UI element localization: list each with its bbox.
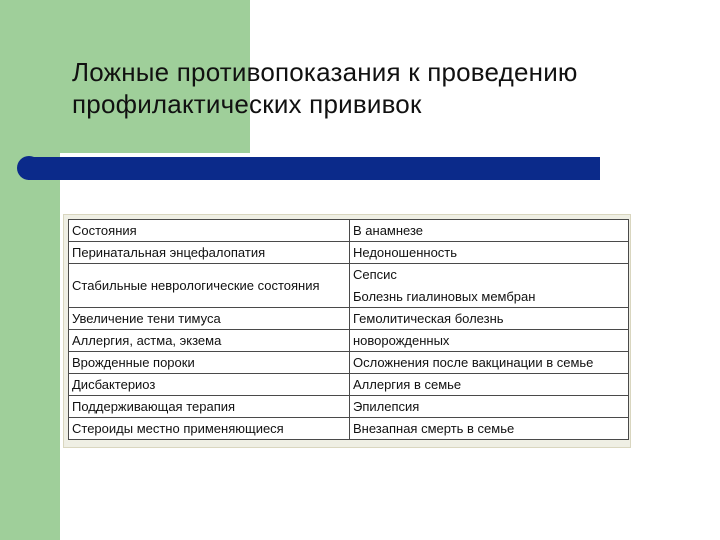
condition-cell: Увеличение тени тимуса xyxy=(69,308,350,330)
contraindications-table-panel xyxy=(63,214,631,448)
table-row xyxy=(69,418,629,440)
history-cell: Осложнения после вакцинации в семье xyxy=(350,352,629,374)
history-cell: Внезапная смерть в семье xyxy=(350,418,629,440)
title-underline-bar xyxy=(28,157,600,180)
table-row xyxy=(69,242,629,264)
condition-cell: Врожденные пороки xyxy=(69,352,350,374)
history-line: Сепсис xyxy=(353,267,397,282)
history-cell: В анамнезе xyxy=(350,220,629,242)
history-cell: Аллергия в семье xyxy=(350,374,629,396)
condition-cell: Аллергия, астма, экзема xyxy=(69,330,350,352)
condition-cell: Перинатальная энцефалопатия xyxy=(69,242,350,264)
history-cell: Гемолитическая болезнь xyxy=(350,308,629,330)
history-line: Болезнь гиалиновых мембран xyxy=(350,285,628,307)
table-row xyxy=(69,374,629,396)
condition-cell: Стабильные неврологические состояния xyxy=(69,264,350,308)
condition-cell: Дисбактериоз xyxy=(69,374,350,396)
green-side-band xyxy=(0,0,60,540)
condition-cell: Поддерживающая терапия xyxy=(69,396,350,418)
table-row xyxy=(69,264,629,308)
table-row xyxy=(69,220,629,242)
condition-cell: Стероиды местно применяющиеся xyxy=(69,418,350,440)
history-cell: Недоношенность xyxy=(350,242,629,264)
table-row xyxy=(69,352,629,374)
history-cell: новорожденных xyxy=(350,330,629,352)
table-row xyxy=(69,396,629,418)
condition-cell: Состояния xyxy=(69,220,350,242)
table-row xyxy=(69,308,629,330)
slide-title: Ложные противопоказания к проведению профилактических прививок xyxy=(72,57,578,119)
history-cell xyxy=(350,264,629,308)
contraindications-table xyxy=(68,219,629,440)
history-cell: Эпилепсия xyxy=(350,396,629,418)
table-row xyxy=(69,330,629,352)
